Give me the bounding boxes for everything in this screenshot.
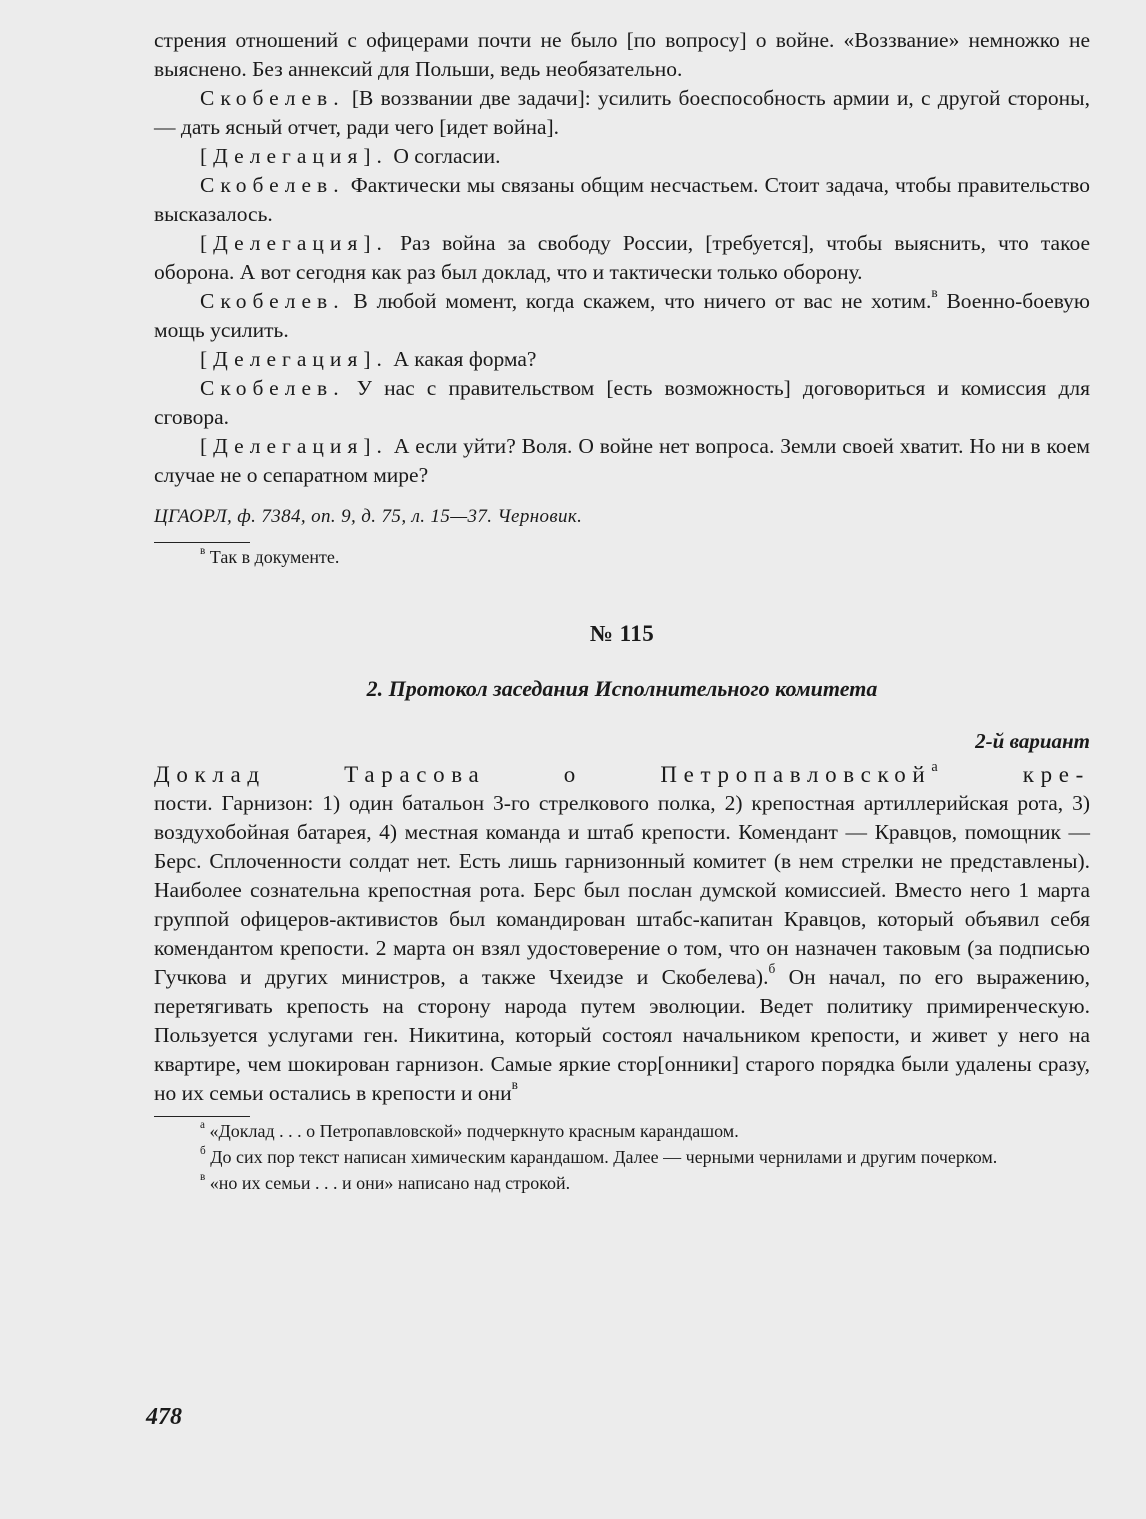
document-number: № 115 (589, 621, 655, 646)
report-heading-line: Доклад Тарасова о Петропавловской$^а$ кре- (154, 758, 1090, 787)
speaker-name: Скобелев. (200, 86, 345, 110)
footnote: $^б$ До сих пор текст написан химическим карандашом. Далее — черными чернилами и другим почерком. (200, 1144, 998, 1167)
footnote-ref: а (931, 758, 945, 775)
footnote-mark: в (200, 544, 206, 557)
speaker-name: [Делегация]. (200, 231, 388, 255)
paragraph-skobelev-2: Скобелев. Фактически мы связаны общим несчастьем. Стоит задача, чтобы правительство высказалось. (154, 173, 1090, 226)
footnote: $^в$ Так в документе. (200, 544, 340, 567)
paragraph-continuation: стрения отношений с офицерами почти не было [по вопросу] о войне. «Воззвание» немножко не выяснено. Без аннексий для Польши, ведь необязательно. (154, 28, 1090, 81)
paragraph-delegation-3: [Делегация]. А какая форма? (200, 347, 537, 371)
speaker-name: [Делегация]. (200, 347, 388, 371)
paragraph-delegation-1: [Делегация]. О согласии. (200, 144, 501, 168)
footnote-divider (154, 1116, 250, 1117)
speech-section (154, 26, 1090, 490)
footnote-mark: б (200, 1144, 206, 1157)
document-variant: 2-й вариант (975, 729, 1090, 753)
paragraph-skobelev-3: Скобелев. В любой момент, когда скажем, что ничего от вас не хотим.$^в$ Военно-боевую мощь усилить. (154, 285, 1090, 342)
footnote: $^а$ «Доклад . . . о Петропавловской» подчеркнуто красным карандашом. (200, 1118, 739, 1141)
paragraph-skobelev-4: Скобелев. У нас с правительством [есть возможность] договориться и комиссия для сговора. (154, 376, 1090, 429)
footnote-ref: б (768, 961, 776, 977)
footnotes (154, 1119, 1090, 1195)
speaker-name: [Делегация]. (200, 144, 388, 168)
footnote: $^в$ «но их семьи . . . и они» написано над строкой. (200, 1170, 571, 1193)
footnote-mark: а (200, 1118, 205, 1131)
speaker-name: [Делегация]. (200, 434, 388, 458)
footnote-ref: в (931, 285, 938, 301)
report-section (154, 760, 1090, 1108)
document-title: 2. Протокол заседания Исполнительного комитета (366, 676, 878, 701)
paragraph-delegation-2: [Делегация]. Раз война за свободу России, [требуется], чтобы выяснить, что такое оборона. А вот сегодня как раз был доклад, что и тактически только оборону. (154, 231, 1090, 284)
speaker-name: Скобелев. (200, 376, 345, 400)
paragraph-skobelev-1: Скобелев. [В воззвании две задачи]: усилить боеспособность армии и, с другой стороны, — дать ясный отчет, ради чего [идет война]. (154, 86, 1090, 139)
footnote-divider (154, 542, 250, 543)
speaker-name: Скобелев. (200, 173, 345, 197)
report-body: пости. Гарнизон: 1) один батальон 3-го стрелкового полка, 2) крепостная артиллерийская рота, 3) воздухобойная батарея, 4) местная команда и штаб крепости. Комендант — Кравцов, помощник — Берс. Сплоченности солдат нет. Есть лишь гарнизонный комитет (в нем стрелки не представлены). Наиболее сознательна крепостная рота. Берс был послан думской комиссией. Вместо него 1 марта группой офицеров-активистов был командирован штабс-капитан Кравцов, который объявил себя комендантом крепости. 2 марта он взял удостоверение о том, что он назначен таковым (за подписью Гучкова и других министров, а также Чхеидзе и Скобелева).$^б$ Он начал, по его выражению, перетягивать крепость на сторону народа путем эволюции. Ведет политику примиренческую. Пользуется услугами ген. Никитина, который состоял начальником крепости, и живет у него на квартире, чем шокирован гарнизон. Самые яркие стор[онники] старого порядка были удалены сразу, но их семьи остались в крепости и они$^в$ (154, 791, 1090, 1105)
footnote-ref: в (511, 1077, 518, 1093)
footnote-mark: в (200, 1170, 206, 1183)
page-number: 478 (146, 1404, 182, 1430)
speaker-name: Скобелев. (200, 289, 345, 313)
paragraph-delegation-4: [Делегация]. А если уйти? Воля. О войне нет вопроса. Земли своей хватит. Но ни в коем случае не о сепаратном мире? (154, 434, 1090, 487)
archive-source: ЦГАОРЛ, ф. 7384, оп. 9, д. 75, л. 15—37. Черновик. (154, 506, 583, 527)
